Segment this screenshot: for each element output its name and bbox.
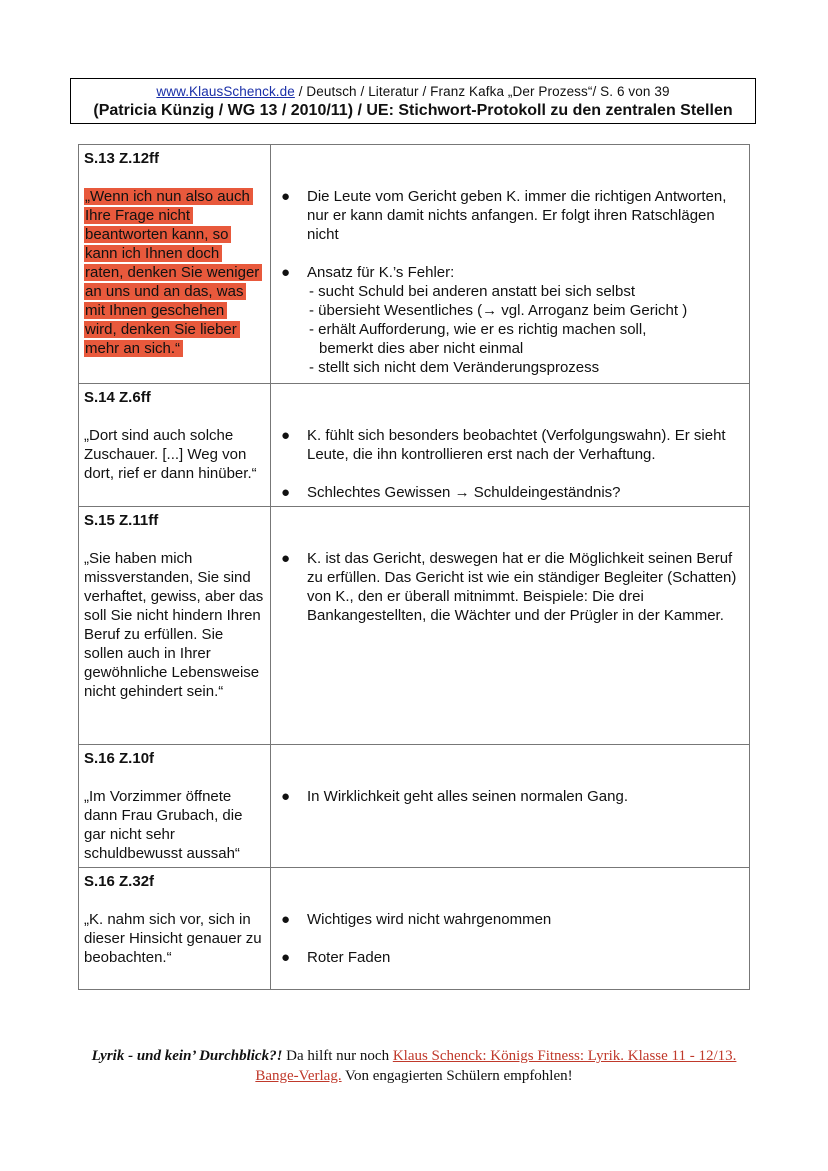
bullet-item: ● Die Leute vom Gericht geben K. immer die richtigen Antworten, nur er kann damit nichts anfangen. Er folgt ihren Ratschlägen nicht [281,188,727,243]
protocol-table [78,144,750,990]
publisher-link[interactable]: Bange-Verlag. [255,1068,342,1084]
bullet-icon: ● [281,427,291,444]
notes-cell [271,384,750,507]
notes-cell [271,507,750,745]
quote-text-highlighted [84,187,266,358]
bullet-icon: ● [281,550,291,567]
bullet-icon: ● [281,949,291,966]
notes-cell [271,868,750,990]
highlighted-quote: „Wenn ich nun also auch Ihre Frage nicht beantworten kann, so kann ich Ihnen doch raten, denken Sie weniger an uns und an das, was mit Ihnen geschehen wird, denken Sie lieber mehr an sich.“ [84,188,262,357]
bullet-item: ● Roter Faden [281,949,391,966]
bullet-icon: ● [281,484,291,501]
bullet-list [281,187,743,377]
bullet-item: ● Ansatz für K.’s Fehler: - sucht Schuld bei anderen anstatt bei sich selbst - übersieht Wesentliches (→ vgl. Arroganz beim Gericht ) - erhält Aufforderung, wie er es richtig machen soll, bemerkt dies aber nicht einmal - stellt sich nicht dem Veränderungsprozess [281,263,743,377]
bullet-item: ● In Wirklichkeit geht alles seinen normalen Gang. [281,788,628,805]
bullet-item: ● K. ist das Gericht, deswegen hat er die Möglichkeit seinen Beruf zu erfüllen. Das Gericht ist wie ein ständiger Begleiter (Schatten) von K., den er überall mitnimmt. Beispiele: Die drei Bankangestellten, die Wächter und der Prügler in der Kammer. [281,550,737,624]
page-footer [60,1046,768,1086]
bullet-icon: ● [281,188,291,205]
notes-cell [271,745,750,868]
bullet-list [281,787,743,806]
table-row [79,745,750,868]
table-row [79,384,750,507]
bullet-list [281,910,743,967]
subpoint: - stellt sich nicht dem Veränderungsprozess [309,359,600,376]
book-link[interactable]: Klaus Schenck: Königs Fitness: Lyrik. Klasse 11 - 12/13. [392,1048,737,1064]
quote-cell [79,384,271,507]
header-title: (Patricia Künzig / WG 13 / 2010/11) / UE: Stichwort-Protokoll zu den zentralen Stellen [93,102,733,119]
quote-text: „Sie haben mich missverstanden, Sie sind verhaftet, gewiss, aber das soll Sie nicht hindern Ihren Beruf zu erfüllen. Sie sollen auch in Ihrer gewöhnliche Lebensweise nicht gehindert sein.“ [84,550,264,700]
quote-text: „Dort sind auch solche Zuschauer. [...] Weg von dort, rief er dann hinüber.“ [84,427,257,482]
quote-cell [79,507,271,745]
footer-middle: Da hilft nur noch [282,1048,393,1064]
subpoint: - erhält Aufforderung, wie er es richtig machen soll, [309,321,647,338]
table-row [79,868,750,990]
bullet-icon: ● [281,264,291,281]
bullet-list [281,426,743,502]
page-reference: S.14 Z.6ff [84,389,151,406]
bullet-item: ● K. fühlt sich besonders beobachtet (Verfolgungswahn). Er sieht Leute, die ihn kontrollieren erst nach der Verhaftung. [281,427,726,463]
quote-text: „Im Vorzimmer öffnete dann Frau Grubach, die gar nicht sehr schuldbewusst aussah“ [84,788,243,862]
table-row [79,145,750,384]
page-reference: S.16 Z.32f [84,873,155,890]
site-link[interactable]: www.KlausSchenck.de [156,84,295,99]
quote-text: „K. nahm sich vor, sich in dieser Hinsicht genauer zu beobachten.“ [84,911,262,966]
footer-lead: Lyrik - und kein’ Durchblick?! [91,1048,283,1064]
header-line-1 [71,84,755,99]
bullet-icon: ● [281,911,291,928]
quote-cell [79,145,271,384]
subpoint: bemerkt dies aber nicht einmal [319,340,524,357]
subpoint: - übersieht Wesentliches (→ vgl. Arroganz beim Gericht ) [309,302,688,319]
notes-cell [271,145,750,384]
bullet-item: ● Schlechtes Gewissen → Schuldeingeständnis? [281,484,621,501]
page-reference: S.16 Z.10f [84,750,155,767]
footer-tail: Von engagierten Schülern empfohlen! [341,1068,573,1084]
bullet-item: ● Wichtiges wird nicht wahrgenommen [281,911,552,928]
subpoint: - sucht Schuld bei anderen anstatt bei sich selbst [309,283,636,300]
bullet-icon: ● [281,788,291,805]
bullet-list [281,549,743,625]
page-reference: S.13 Z.12ff [84,150,160,167]
quote-cell [79,868,271,990]
page-reference: S.15 Z.11ff [84,512,159,529]
quote-cell [79,745,271,868]
table-row [79,507,750,745]
header-path: / Deutsch / Literatur / Franz Kafka „Der Prozess“/ S. 6 von 39 [294,84,670,99]
page-header [70,78,756,124]
